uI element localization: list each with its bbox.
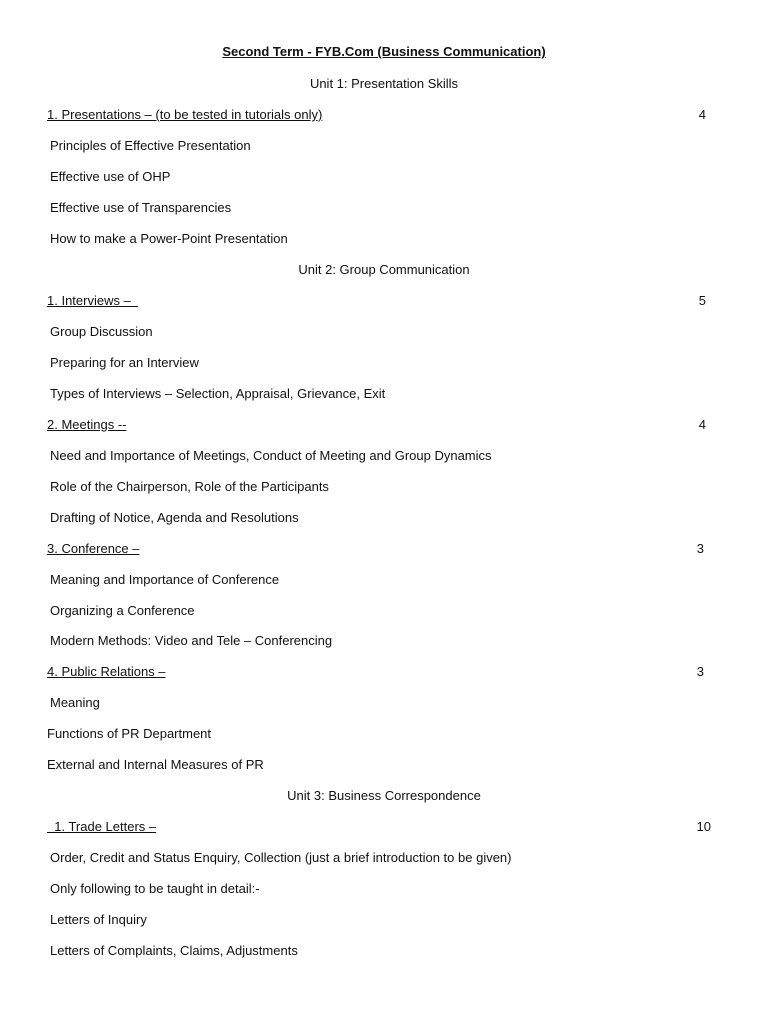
- topic-item: Preparing for an Interview: [50, 355, 199, 370]
- lecture-count: 4: [698, 417, 706, 432]
- topic-item: Group Discussion: [50, 324, 153, 339]
- topic-item: Only following to be taught in detail:-: [50, 881, 260, 896]
- document-title: Second Term - FYB.Com (Business Communication): [222, 44, 546, 59]
- topic-item: Effective use of Transparencies: [50, 200, 232, 215]
- topic-item: Modern Methods: Video and Tele – Conferencing: [50, 633, 333, 648]
- topic-item: Letters of Inquiry: [50, 912, 147, 927]
- section-title: 1. Trade Letters –: [47, 819, 157, 834]
- unit-heading: Unit 2: Group Communication: [298, 262, 470, 277]
- topic-item: Meaning and Importance of Conference: [50, 572, 280, 587]
- topic-item: Effective use of OHP: [50, 169, 171, 184]
- topic-item: External and Internal Measures of PR: [47, 757, 264, 772]
- topic-item: How to make a Power-Point Presentation: [50, 231, 288, 246]
- section-title: 1. Interviews –: [47, 293, 139, 308]
- section-title: 1. Presentations – (to be tested in tutorials only): [47, 107, 323, 122]
- topic-item: Role of the Chairperson, Role of the Participants: [50, 479, 329, 494]
- section-title: 4. Public Relations –: [47, 664, 166, 679]
- lecture-count: 4: [698, 107, 706, 122]
- unit-heading: Unit 1: Presentation Skills: [309, 76, 459, 91]
- topic-item: Functions of PR Department: [47, 726, 212, 741]
- lecture-count: 10: [696, 819, 711, 834]
- unit-heading: Unit 3: Business Correspondence: [287, 788, 481, 803]
- topic-item: Need and Importance of Meetings, Conduct of Meeting and Group Dynamics: [50, 448, 492, 463]
- topic-item: Types of Interviews – Selection, Appraisal, Grievance, Exit: [50, 386, 386, 401]
- section-title: 2. Meetings --: [47, 417, 127, 432]
- topic-item: Meaning: [50, 695, 100, 710]
- section-title: 3. Conference –: [47, 541, 140, 556]
- topic-item: Organizing a Conference: [50, 603, 195, 618]
- topic-item: Order, Credit and Status Enquiry, Collection (just a brief introduction to be given): [50, 850, 512, 865]
- lecture-count: 3: [696, 541, 704, 556]
- lecture-count: 3: [696, 664, 704, 679]
- lecture-count: 5: [698, 293, 706, 308]
- topic-item: Drafting of Notice, Agenda and Resolutions: [50, 510, 299, 525]
- topic-item: Principles of Effective Presentation: [50, 138, 251, 153]
- topic-item: Letters of Complaints, Claims, Adjustments: [50, 943, 298, 958]
